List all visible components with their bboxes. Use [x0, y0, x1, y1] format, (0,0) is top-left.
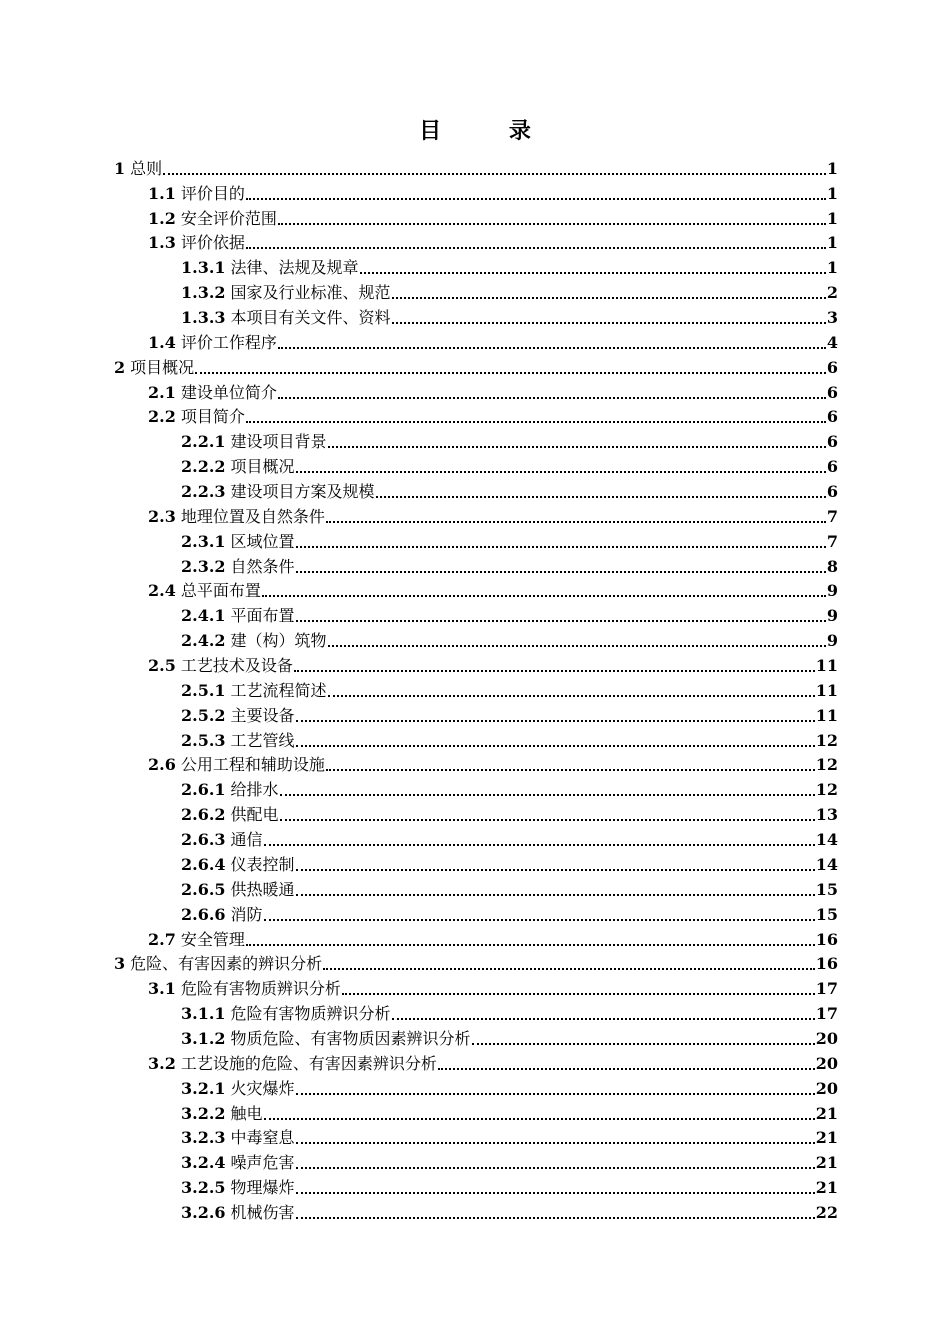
toc-entry[interactable] — [114, 231, 838, 256]
toc-entry-title: 项目概况 — [230, 457, 295, 477]
toc-entry[interactable] — [114, 827, 838, 852]
toc-entry[interactable] — [114, 1126, 838, 1151]
toc-entry[interactable] — [114, 355, 838, 380]
toc-entry[interactable] — [114, 703, 838, 728]
toc-entry-page-number: 6 — [826, 432, 838, 452]
toc-dot-leader — [296, 546, 826, 548]
toc-entry-number: 3.2.4 — [181, 1153, 226, 1173]
toc-entry-title: 总则 — [130, 158, 163, 178]
toc-dot-leader — [280, 794, 815, 796]
toc-entry-title: 国家及行业标准、规范 — [230, 283, 391, 303]
toc-entry-title: 法律、法规及规章 — [230, 258, 359, 278]
toc-entry-number: 1.3.3 — [181, 308, 226, 328]
toc-dot-leader — [264, 1118, 815, 1120]
toc-entry-page-number: 12 — [815, 730, 838, 750]
toc-entry-number: 2.6.5 — [181, 879, 226, 899]
toc-dot-leader — [264, 844, 815, 846]
toc-entry[interactable] — [114, 952, 838, 977]
toc-entry-title: 触电 — [230, 1103, 263, 1123]
toc-entry[interactable] — [114, 1175, 838, 1200]
toc-entry-page-number: 16 — [815, 929, 838, 949]
toc-entry-title: 主要设备 — [230, 705, 295, 725]
toc-entry-number: 2.5 — [148, 656, 176, 676]
toc-entry-number: 2.3 — [148, 506, 176, 526]
toc-dot-leader — [278, 223, 826, 225]
toc-dot-leader — [376, 496, 826, 498]
toc-entry-page-number: 2 — [826, 283, 838, 303]
toc-entry-page-number: 12 — [815, 755, 838, 775]
toc-entry-page-number: 12 — [815, 780, 838, 800]
toc-entry-page-number: 6 — [826, 457, 838, 477]
toc-entry-title: 自然条件 — [230, 556, 295, 576]
toc-entry-number: 3.1.1 — [181, 1004, 226, 1024]
toc-entry[interactable] — [114, 678, 838, 703]
toc-entry-page-number: 11 — [815, 656, 838, 676]
toc-dot-leader — [296, 869, 815, 871]
toc-entry-number: 3 — [114, 954, 126, 974]
toc-entry-number: 3.2.5 — [181, 1178, 226, 1198]
toc-entry-number: 2.4.2 — [181, 631, 226, 651]
toc-entry[interactable] — [114, 1101, 838, 1126]
toc-entry-title: 总平面布置 — [180, 581, 261, 601]
toc-entry[interactable] — [114, 206, 838, 231]
toc-entry-title: 工艺管线 — [230, 730, 295, 750]
toc-dot-leader — [326, 521, 826, 523]
toc-entry-title: 评价目的 — [180, 183, 245, 203]
toc-entry-page-number: 17 — [815, 979, 838, 999]
toc-dot-leader — [280, 819, 815, 821]
toc-entry[interactable] — [114, 554, 838, 579]
toc-entry-title: 区域位置 — [230, 531, 295, 551]
toc-entry[interactable] — [114, 255, 838, 280]
toc-dot-leader — [262, 595, 826, 597]
toc-dot-leader — [246, 944, 815, 946]
toc-entry-title: 工艺流程简述 — [230, 680, 327, 700]
toc-entry[interactable] — [114, 1026, 838, 1051]
toc-entry-page-number: 21 — [815, 1178, 838, 1198]
toc-entry-number: 2.2.2 — [181, 457, 226, 477]
toc-entry-page-number: 11 — [815, 680, 838, 700]
toc-entry-page-number: 6 — [826, 407, 838, 427]
toc-dot-leader — [328, 446, 826, 448]
toc-entry-title: 工艺设施的危险、有害因素辨识分析 — [180, 1053, 437, 1073]
toc-dot-leader — [246, 198, 826, 200]
toc-dot-leader — [278, 347, 826, 349]
toc-entry-title: 评价依据 — [180, 233, 245, 253]
toc-entry[interactable] — [114, 380, 838, 405]
toc-dot-leader — [296, 620, 826, 622]
toc-entry-title: 危险有害物质辨识分析 — [180, 979, 341, 999]
toc-entry-title: 建（构）筑物 — [230, 631, 327, 651]
toc-entry-title: 供热暖通 — [230, 879, 295, 899]
toc-entry-title: 火灾爆炸 — [230, 1078, 295, 1098]
toc-entry[interactable] — [114, 628, 838, 653]
toc-entry[interactable] — [114, 156, 838, 181]
toc-entry-title: 消防 — [230, 904, 263, 924]
toc-entry[interactable] — [114, 1150, 838, 1175]
toc-entry[interactable] — [114, 852, 838, 877]
toc-dot-leader — [246, 421, 826, 423]
toc-entry[interactable] — [114, 777, 838, 802]
toc-entry-number: 2.2.3 — [181, 482, 226, 502]
toc-entry-page-number: 16 — [815, 954, 838, 974]
toc-entry-number: 1.2 — [148, 208, 176, 228]
toc-entry-page-number: 15 — [815, 879, 838, 899]
toc-entry-title: 平面布置 — [230, 606, 295, 626]
toc-dot-leader — [342, 993, 815, 995]
toc-dot-leader — [323, 968, 815, 970]
toc-entry-number: 2.2.1 — [181, 432, 226, 452]
toc-entry-title: 本项目有关文件、资料 — [230, 308, 391, 328]
toc-entry-number: 2.3.1 — [181, 531, 226, 551]
toc-entry-title: 给排水 — [230, 780, 279, 800]
toc-entry-title: 物理爆炸 — [230, 1178, 295, 1198]
toc-entry-number: 2.7 — [148, 929, 176, 949]
toc-entry[interactable] — [114, 753, 838, 778]
toc-dot-leader — [296, 894, 815, 896]
toc-entry-number: 1.3.2 — [181, 283, 226, 303]
toc-dot-leader — [296, 1192, 815, 1194]
toc-dot-leader — [296, 471, 826, 473]
toc-entry-number: 1.4 — [148, 332, 176, 352]
toc-entry[interactable] — [114, 1076, 838, 1101]
toc-entry-title: 机械伤害 — [230, 1202, 295, 1222]
toc-entry-title: 地理位置及自然条件 — [180, 506, 325, 526]
toc-entry[interactable] — [114, 529, 838, 554]
toc-entry-number: 2 — [114, 357, 126, 377]
toc-entry-number: 3.1.2 — [181, 1028, 226, 1048]
toc-entry-title: 建设单位简介 — [180, 382, 277, 402]
toc-dot-leader — [296, 1167, 815, 1169]
toc-entry-title: 项目简介 — [180, 407, 245, 427]
toc-entry-title: 物质危险、有害物质因素辨识分析 — [230, 1028, 471, 1048]
toc-dot-leader — [294, 670, 815, 672]
toc-entry-title: 危险有害物质辨识分析 — [230, 1004, 391, 1024]
toc-entry[interactable] — [114, 405, 838, 430]
toc-entry-number: 1.3 — [148, 233, 176, 253]
toc-entry-page-number: 6 — [826, 482, 838, 502]
toc-entry-page-number: 21 — [815, 1103, 838, 1123]
toc-entry-number: 1 — [114, 158, 126, 178]
toc-entry-page-number: 9 — [826, 581, 838, 601]
toc-entry-title: 安全评价范围 — [180, 208, 277, 228]
toc-entry-title: 危险、有害因素的辨识分析 — [130, 954, 323, 974]
toc-entry-number: 2.6.2 — [181, 805, 226, 825]
toc-dot-leader — [328, 645, 826, 647]
toc-entry-title: 公用工程和辅助设施 — [180, 755, 325, 775]
toc-entry-page-number: 7 — [826, 506, 838, 526]
toc-entry-number: 2.6.3 — [181, 830, 226, 850]
toc-entry-page-number: 13 — [815, 805, 838, 825]
toc-entry-page-number: 9 — [826, 606, 838, 626]
toc-entry-title: 工艺技术及设备 — [180, 656, 293, 676]
toc-entry[interactable] — [114, 902, 838, 927]
toc-entry-page-number: 7 — [826, 531, 838, 551]
toc-entry-page-number: 14 — [815, 854, 838, 874]
toc-entry-page-number: 11 — [815, 705, 838, 725]
toc-dot-leader — [392, 1018, 815, 1020]
toc-entry-title: 中毒窒息 — [230, 1128, 295, 1148]
toc-entry-title: 仪表控制 — [230, 854, 295, 874]
toc-dot-leader — [195, 372, 826, 374]
toc-entry-page-number: 6 — [826, 357, 838, 377]
toc-dot-leader — [163, 173, 826, 175]
toc-entry[interactable] — [114, 728, 838, 753]
toc-entry[interactable] — [114, 653, 838, 678]
toc-entry-page-number: 3 — [826, 308, 838, 328]
toc-entry[interactable] — [114, 802, 838, 827]
toc-dot-leader — [392, 322, 826, 324]
toc-dot-leader — [438, 1068, 815, 1070]
toc-dot-leader — [472, 1043, 815, 1045]
toc-entry-page-number: 1 — [826, 158, 838, 178]
toc-entry[interactable] — [114, 504, 838, 529]
toc-entry-page-number: 22 — [815, 1202, 838, 1222]
toc-dot-leader — [246, 247, 826, 249]
toc-entry[interactable] — [114, 280, 838, 305]
toc-entry-page-number: 14 — [815, 830, 838, 850]
toc-entry-page-number: 20 — [815, 1028, 838, 1048]
toc-entry-number: 2.6.6 — [181, 904, 226, 924]
toc-entry-number: 1.1 — [148, 183, 176, 203]
table-of-contents — [114, 156, 838, 1225]
toc-entry-number: 1.3.1 — [181, 258, 226, 278]
toc-entry-page-number: 1 — [826, 258, 838, 278]
toc-entry[interactable] — [114, 927, 838, 952]
toc-entry-page-number: 9 — [826, 631, 838, 651]
toc-entry-number: 3.2.2 — [181, 1103, 226, 1123]
toc-entry-title: 供配电 — [230, 805, 279, 825]
toc-entry-number: 2.4 — [148, 581, 176, 601]
toc-dot-leader — [296, 1142, 815, 1144]
toc-entry[interactable] — [114, 479, 838, 504]
toc-entry-page-number: 21 — [815, 1128, 838, 1148]
toc-entry[interactable] — [114, 579, 838, 604]
toc-entry-page-number: 4 — [826, 332, 838, 352]
toc-entry-page-number: 17 — [815, 1004, 838, 1024]
toc-entry-number: 2.6 — [148, 755, 176, 775]
toc-entry-number: 2.3.2 — [181, 556, 226, 576]
toc-entry-page-number: 1 — [826, 183, 838, 203]
toc-entry-page-number: 1 — [826, 208, 838, 228]
toc-dot-leader — [296, 1093, 815, 1095]
toc-entry[interactable] — [114, 603, 838, 628]
toc-dot-leader — [296, 571, 826, 573]
toc-entry-number: 2.5.2 — [181, 705, 226, 725]
toc-entry[interactable] — [114, 181, 838, 206]
toc-entry-title: 建设项目方案及规模 — [230, 482, 375, 502]
toc-entry-title: 通信 — [230, 830, 263, 850]
toc-entry[interactable] — [114, 1001, 838, 1026]
toc-entry-title: 噪声危害 — [230, 1153, 295, 1173]
toc-entry-page-number: 8 — [826, 556, 838, 576]
toc-entry-page-number: 1 — [826, 233, 838, 253]
toc-entry-title: 建设项目背景 — [230, 432, 327, 452]
toc-entry[interactable] — [114, 454, 838, 479]
toc-dot-leader — [328, 695, 815, 697]
toc-dot-leader — [264, 919, 815, 921]
toc-entry[interactable] — [114, 1200, 838, 1225]
toc-entry-number: 3.2.6 — [181, 1202, 226, 1222]
toc-entry-page-number: 6 — [826, 382, 838, 402]
toc-title: 目 录 — [419, 118, 561, 144]
toc-dot-leader — [296, 720, 815, 722]
toc-entry[interactable] — [114, 976, 838, 1001]
toc-entry-title: 项目概况 — [130, 357, 195, 377]
toc-entry-number: 3.2.1 — [181, 1078, 226, 1098]
toc-entry-number: 2.5.1 — [181, 680, 226, 700]
toc-entry-number: 2.6.1 — [181, 780, 226, 800]
toc-entry-title: 安全管理 — [180, 929, 245, 949]
toc-entry-number: 3.2.3 — [181, 1128, 226, 1148]
toc-entry[interactable] — [114, 330, 838, 355]
toc-dot-leader — [296, 745, 815, 747]
toc-dot-leader — [360, 272, 826, 274]
toc-entry[interactable] — [114, 305, 838, 330]
toc-dot-leader — [278, 397, 826, 399]
toc-entry-title: 评价工作程序 — [180, 332, 277, 352]
toc-entry[interactable] — [114, 877, 838, 902]
toc-dot-leader — [326, 769, 815, 771]
toc-entry[interactable] — [114, 429, 838, 454]
toc-dot-leader — [392, 297, 826, 299]
toc-entry-page-number: 21 — [815, 1153, 838, 1173]
toc-entry-number: 2.1 — [148, 382, 176, 402]
toc-entry-page-number: 20 — [815, 1053, 838, 1073]
toc-dot-leader — [296, 1217, 815, 1219]
toc-entry[interactable] — [114, 1051, 838, 1076]
toc-entry-number: 2.4.1 — [181, 606, 226, 626]
toc-entry-number: 2.6.4 — [181, 854, 226, 874]
toc-entry-number: 3.2 — [148, 1053, 176, 1073]
toc-entry-page-number: 15 — [815, 904, 838, 924]
toc-entry-number: 3.1 — [148, 979, 176, 999]
toc-entry-page-number: 20 — [815, 1078, 838, 1098]
toc-entry-number: 2.2 — [148, 407, 176, 427]
toc-entry-number: 2.5.3 — [181, 730, 226, 750]
